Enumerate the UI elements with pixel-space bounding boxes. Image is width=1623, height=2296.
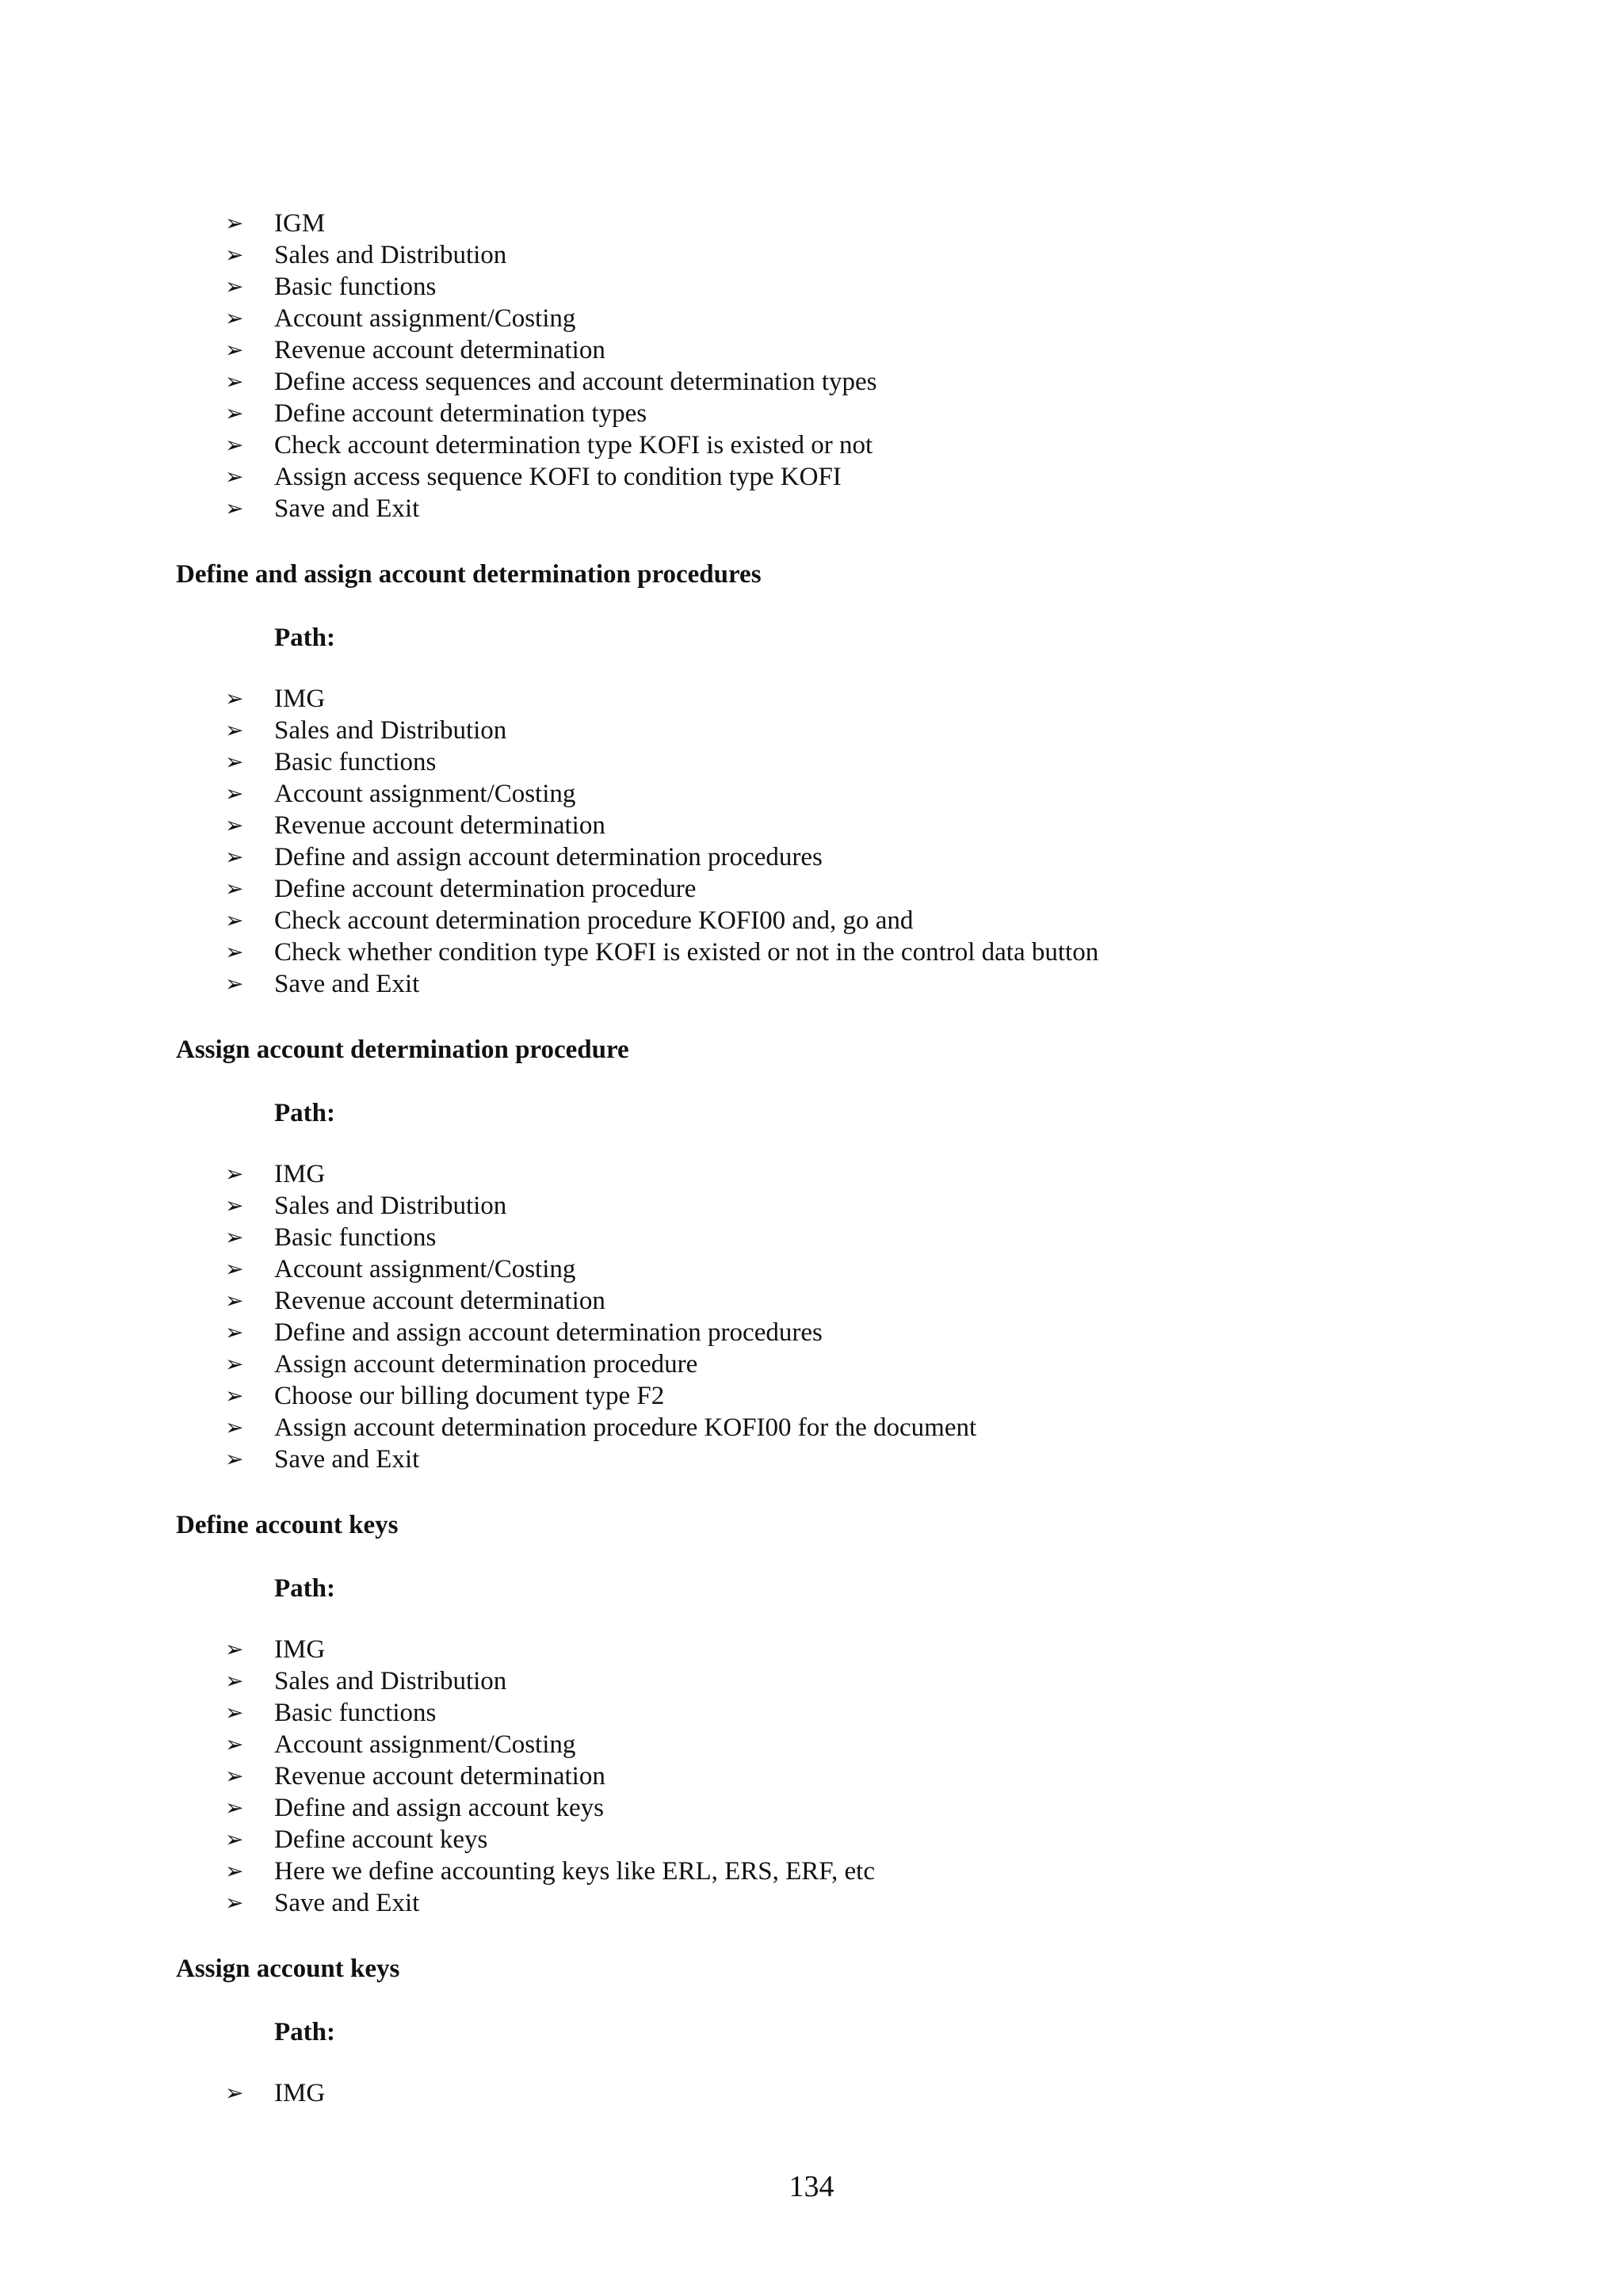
- step-text: Basic functions: [274, 748, 437, 776]
- list-item: [176, 1634, 1523, 1665]
- arrow-bullet-icon: ➢: [225, 210, 244, 236]
- step-text: Assign account determination procedure KOFI00 for the document: [274, 1413, 977, 1442]
- step-text: Sales and Distribution: [274, 1667, 507, 1695]
- list-item: [176, 810, 1523, 841]
- list-item: [176, 398, 1523, 429]
- list-item: [176, 429, 1523, 461]
- step-text: Save and Exit: [274, 1445, 420, 1474]
- list-item: [176, 873, 1523, 905]
- list-item: [176, 1190, 1523, 1222]
- step-text: Revenue account determination: [274, 811, 605, 840]
- step-text: Revenue account determination: [274, 1762, 605, 1791]
- step-text: Save and Exit: [274, 494, 420, 523]
- arrow-bullet-icon: ➢: [225, 1383, 244, 1409]
- list-item: [176, 1222, 1523, 1253]
- arrow-bullet-icon: ➢: [225, 495, 244, 521]
- arrow-bullet-icon: ➢: [225, 717, 244, 743]
- step-text: Sales and Distribution: [274, 241, 507, 269]
- arrow-bullet-icon: ➢: [225, 1763, 244, 1789]
- step-text: Basic functions: [274, 1699, 437, 1727]
- arrow-bullet-icon: ➢: [225, 844, 244, 870]
- list-item: [176, 493, 1523, 524]
- arrow-bullet-icon: ➢: [225, 1287, 244, 1314]
- step-text: Revenue account determination: [274, 1287, 605, 1315]
- arrow-bullet-icon: ➢: [225, 1636, 244, 1662]
- step-text: Assign account determination procedure: [274, 1350, 698, 1379]
- list-item: [176, 2077, 1523, 2109]
- step-text: Define account determination procedure: [274, 875, 697, 903]
- step-text: Account assignment/Costing: [274, 1730, 576, 1759]
- list-item: [176, 366, 1523, 398]
- step-text: Account assignment/Costing: [274, 304, 576, 333]
- step-text: IMG: [274, 685, 326, 713]
- sections-container: [176, 559, 1523, 2109]
- step-text: Revenue account determination: [274, 336, 605, 364]
- list-item: [176, 1729, 1523, 1760]
- list-item: [176, 271, 1523, 303]
- arrow-bullet-icon: ➢: [225, 939, 244, 965]
- arrow-bullet-icon: ➢: [225, 1256, 244, 1282]
- arrow-bullet-icon: ➢: [225, 812, 244, 838]
- step-text: Save and Exit: [274, 970, 420, 998]
- step-list: [176, 1158, 1523, 1475]
- path-label: Path:: [274, 1099, 335, 1127]
- step-text: Check whether condition type KOFI is existed or not in the control data button: [274, 938, 1099, 967]
- step-text: IMG: [274, 2079, 326, 2107]
- step-text: IMG: [274, 1160, 326, 1188]
- arrow-bullet-icon: ➢: [225, 1351, 244, 1377]
- step-list: [176, 683, 1523, 1000]
- arrow-bullet-icon: ➢: [225, 749, 244, 775]
- list-item: [176, 1317, 1523, 1348]
- list-item: [176, 208, 1523, 239]
- list-item: [176, 1760, 1523, 1792]
- arrow-bullet-icon: ➢: [225, 2080, 244, 2106]
- arrow-bullet-icon: ➢: [225, 242, 244, 268]
- list-item: [176, 936, 1523, 968]
- step-text: Choose our billing document type F2: [274, 1382, 665, 1410]
- list-item: [176, 1824, 1523, 1855]
- step-text: Basic functions: [274, 1223, 437, 1252]
- list-item: [176, 1792, 1523, 1824]
- section-heading: Define account keys: [176, 1511, 399, 1539]
- path-label: Path:: [274, 1574, 335, 1603]
- step-text: Account assignment/Costing: [274, 1255, 576, 1283]
- arrow-bullet-icon: ➢: [225, 400, 244, 426]
- step-text: Define and assign account determination procedures: [274, 843, 823, 871]
- arrow-bullet-icon: ➢: [225, 337, 244, 363]
- step-text: Check account determination type KOFI is existed or not: [274, 431, 873, 460]
- arrow-bullet-icon: ➢: [225, 1446, 244, 1472]
- arrow-bullet-icon: ➢: [225, 273, 244, 299]
- list-item: [176, 1348, 1523, 1380]
- step-list: [176, 1634, 1523, 1919]
- arrow-bullet-icon: ➢: [225, 1161, 244, 1187]
- list-item: [176, 1158, 1523, 1190]
- step-text: Here we define accounting keys like ERL, ERS, ERF, etc: [274, 1857, 875, 1886]
- arrow-bullet-icon: ➢: [225, 971, 244, 997]
- step-text: Account assignment/Costing: [274, 780, 576, 808]
- arrow-bullet-icon: ➢: [225, 685, 244, 711]
- section-heading: Assign account determination procedure: [176, 1035, 629, 1064]
- list-item: [176, 715, 1523, 746]
- list-item: [176, 334, 1523, 366]
- step-text: Define access sequences and account determination types: [274, 368, 877, 396]
- arrow-bullet-icon: ➢: [225, 1731, 244, 1757]
- list-item: [176, 746, 1523, 778]
- list-item: [176, 1380, 1523, 1412]
- step-text: Define and assign account determination procedures: [274, 1318, 823, 1347]
- arrow-bullet-icon: ➢: [225, 305, 244, 331]
- section: [176, 1509, 1523, 1919]
- step-text: Define and assign account keys: [274, 1794, 605, 1822]
- list-item: [176, 841, 1523, 873]
- arrow-bullet-icon: ➢: [225, 875, 244, 902]
- list-item: [176, 905, 1523, 936]
- list-item: [176, 461, 1523, 493]
- step-text: Save and Exit: [274, 1889, 420, 1917]
- arrow-bullet-icon: ➢: [225, 1192, 244, 1219]
- arrow-bullet-icon: ➢: [225, 1794, 244, 1821]
- list-item: [176, 1887, 1523, 1919]
- step-text: IGM: [274, 209, 326, 238]
- list-item: [176, 1855, 1523, 1887]
- step-text: Check account determination procedure KOFI00 and, go and: [274, 906, 914, 935]
- step-text: Define account keys: [274, 1825, 488, 1854]
- arrow-bullet-icon: ➢: [225, 432, 244, 458]
- section-heading: Assign account keys: [176, 1955, 400, 1983]
- step-text: IMG: [274, 1635, 326, 1664]
- arrow-bullet-icon: ➢: [225, 780, 244, 807]
- list-item: [176, 1697, 1523, 1729]
- arrow-bullet-icon: ➢: [225, 1668, 244, 1694]
- step-list: [176, 2077, 1523, 2109]
- initial-step-list: [176, 208, 1523, 524]
- arrow-bullet-icon: ➢: [225, 1319, 244, 1345]
- arrow-bullet-icon: ➢: [225, 907, 244, 933]
- section: [176, 1953, 1523, 2109]
- path-label: Path:: [274, 624, 335, 652]
- list-item: [176, 1665, 1523, 1697]
- list-item: [176, 1444, 1523, 1475]
- section: [176, 1034, 1523, 1475]
- arrow-bullet-icon: ➢: [225, 1224, 244, 1250]
- list-item: [176, 1253, 1523, 1285]
- step-text: Sales and Distribution: [274, 1192, 507, 1220]
- list-item: [176, 683, 1523, 715]
- list-item: [176, 239, 1523, 271]
- page-content: [176, 208, 1523, 2109]
- arrow-bullet-icon: ➢: [225, 1858, 244, 1884]
- section-heading: Define and assign account determination procedures: [176, 560, 762, 589]
- list-item: [176, 968, 1523, 1000]
- step-text: Sales and Distribution: [274, 716, 507, 745]
- list-item: [176, 1412, 1523, 1444]
- list-item: [176, 303, 1523, 334]
- step-text: Basic functions: [274, 273, 437, 301]
- arrow-bullet-icon: ➢: [225, 1414, 244, 1440]
- arrow-bullet-icon: ➢: [225, 368, 244, 395]
- arrow-bullet-icon: ➢: [225, 463, 244, 490]
- list-item: [176, 778, 1523, 810]
- page-number: 134: [789, 2170, 834, 2203]
- arrow-bullet-icon: ➢: [225, 1890, 244, 1916]
- section: [176, 559, 1523, 1000]
- list-item: [176, 1285, 1523, 1317]
- arrow-bullet-icon: ➢: [225, 1826, 244, 1852]
- step-text: Define account determination types: [274, 399, 647, 428]
- path-label: Path:: [274, 2018, 335, 2046]
- step-text: Assign access sequence KOFI to condition type KOFI: [274, 463, 842, 491]
- arrow-bullet-icon: ➢: [225, 1699, 244, 1726]
